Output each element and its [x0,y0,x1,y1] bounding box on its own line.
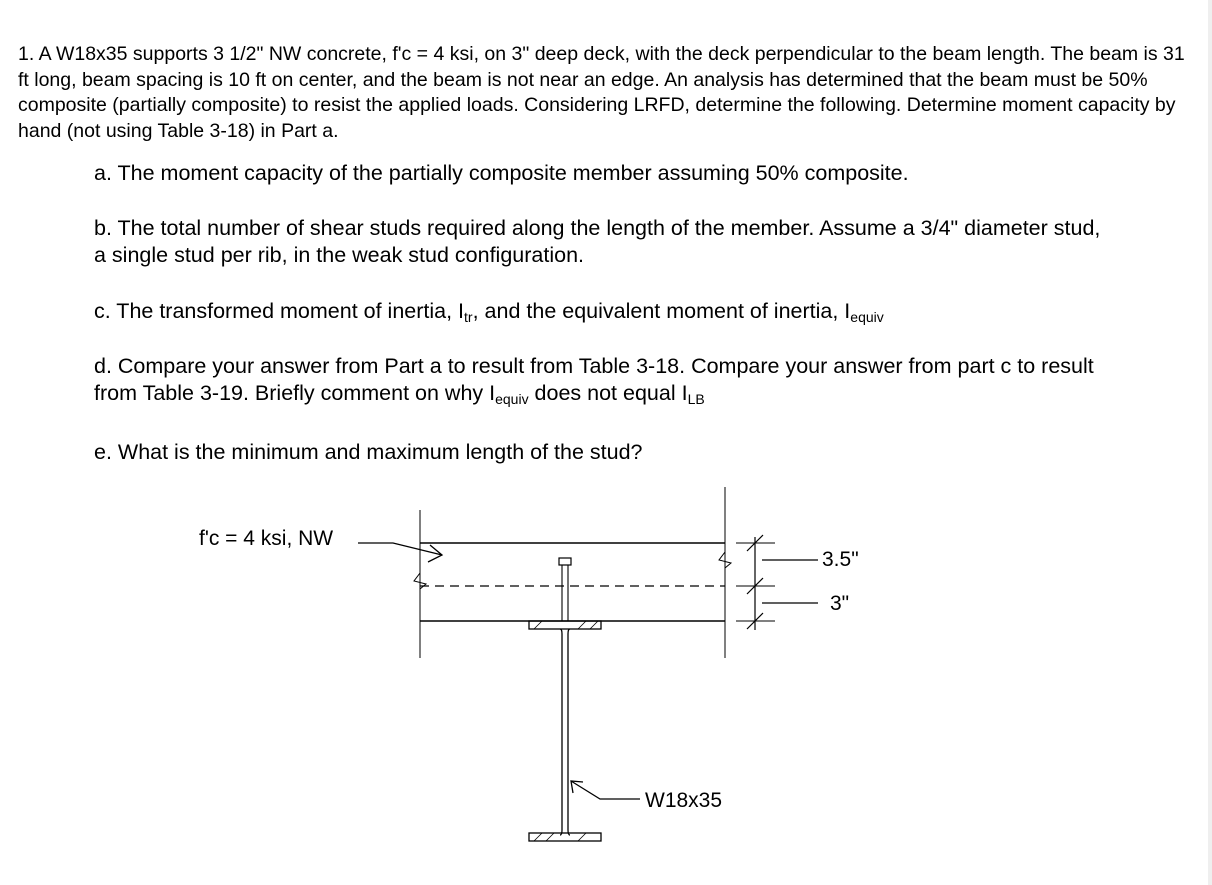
beam-web-left [560,629,562,835]
part-e: e. What is the minimum and maximum length of the stud? [94,440,643,464]
beam-web-right [568,629,570,835]
problem-statement: 1. A W18x35 supports 3 1/2" NW concrete, f'c = 4 ksi, on 3" deep deck, with the deck perpendicular to the beam length. The beam is 31 ft long, beam spacing is 10 ft on center, and the beam is not near an edge. An analysis has determined that the beam must be 50% composite (partially composite) to resist the applied loads. Considering LRFD, determine the following. Determine moment capacity by hand (not using Table 3-18) in Part a. [18,43,1185,142]
part-d-subscript-lb: LB [687,391,705,407]
part-a: a. The moment capacity of the partially composite member assuming 50% composite. [94,161,909,185]
stud-head [559,558,571,565]
concrete-label: f'c = 4 ksi, NW [199,527,334,550]
deck-depth-label: 3" [830,592,850,615]
part-c-text-2: , and the equivalent moment of inertia, I [472,299,851,323]
part-d-text-1: d. Compare your answer from Part a to result from Table 3-18. Compare your answer from part c to result from Table 3-19. Briefly comment on why I [94,354,1094,405]
concrete-leader [358,543,442,555]
beam-top-flange [529,621,601,629]
part-b: b. The total number of shear studs required along the length of the member. Assume a 3/4" diameter stud, a single stud per rib, in the weak stud configuration. [94,216,1101,267]
beam-leader [571,781,640,799]
page-edge [1208,0,1212,885]
part-c-subscript-equiv: equiv [850,309,884,325]
part-d-subscript-equiv: equiv [495,391,529,407]
part-c-subscript-tr: tr [464,309,473,325]
beam-bottom-flange [529,833,601,841]
beam-label: W18x35 [645,789,723,812]
part-d-text-2: does not equal I [528,381,688,405]
part-c-text-1: c. The transformed moment of inertia, I [94,299,465,323]
slab-thickness-label: 3.5" [822,548,859,571]
